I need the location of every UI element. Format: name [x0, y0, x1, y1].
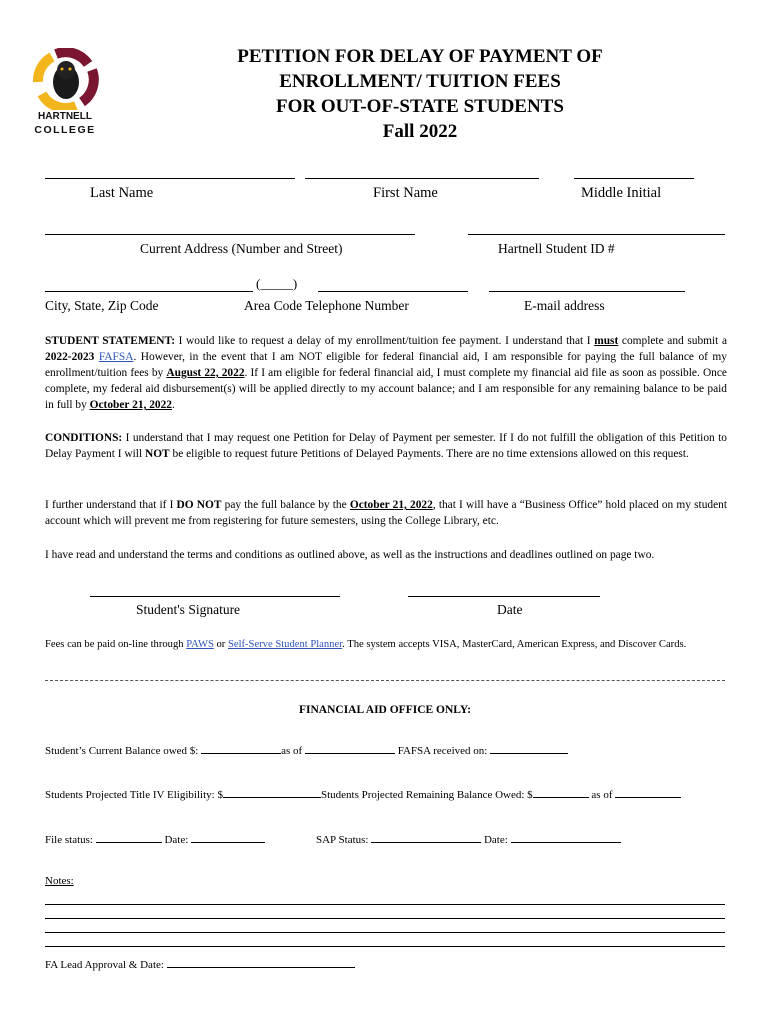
sap-row — [316, 832, 621, 846]
paws-link[interactable]: PAWS — [186, 639, 214, 650]
email-field[interactable] — [489, 291, 685, 292]
title-line1: PETITION FOR DELAY OF PAYMENT OF — [237, 46, 603, 67]
further-text: I further understand that if I — [45, 499, 177, 511]
further-date: October 21, 2022 — [349, 499, 433, 511]
signature-label: Student's Signature — [136, 602, 241, 617]
balance-label: Student’s Current Balance owed $: — [45, 745, 199, 757]
statement-text: complete and submit a — [618, 335, 728, 347]
approval-field[interactable] — [167, 957, 355, 968]
cut-line-divider — [45, 680, 725, 681]
statement-year: 2022-2023 — [45, 351, 95, 363]
area-code-prefix: (_____) — [256, 276, 298, 291]
file-status-field[interactable] — [96, 832, 162, 843]
file-status-label: File status: — [45, 834, 93, 846]
further-text: pay the full balance by the — [221, 499, 350, 511]
notes-line[interactable] — [45, 918, 725, 919]
last-name-field[interactable] — [45, 178, 295, 179]
read-understand: I have read and understand the terms and conditions as outlined above, as well as the instructions and deadlines outlined on page two. — [45, 549, 655, 561]
logo-line2: COLLEGE — [34, 124, 96, 136]
first-name-field[interactable] — [305, 178, 539, 179]
city-label: City, State, Zip Code — [45, 298, 159, 313]
as-of-label-2: as of — [591, 789, 613, 801]
as-of-field[interactable] — [305, 743, 395, 754]
city-state-zip-field[interactable] — [45, 291, 253, 292]
conditions-text: be eligible to request future Petitions of Delayed Payments. There are no time extensions allowed on this request. — [169, 448, 689, 460]
remaining-balance-label: Students Projected Remaining Balance Owed: $ — [320, 789, 533, 801]
further-understanding — [45, 497, 727, 529]
fees-text: or — [213, 639, 228, 650]
sap-date-field[interactable] — [511, 832, 621, 843]
statement-date1: August 22, 2022 — [166, 367, 245, 379]
student-id-field[interactable] — [468, 234, 725, 235]
student-statement — [45, 333, 727, 413]
conditions — [45, 430, 727, 462]
title-iv-field[interactable] — [223, 787, 321, 798]
sap-label: SAP Status: — [316, 834, 369, 846]
statement-text: . However, in the event that I am NOT eligible for federal financial aid, I am responsible for paying the full balance of my enrollment/tuition fees by — [45, 351, 727, 379]
statement-heading: STUDENT STATEMENT: — [45, 335, 175, 347]
further-donot: DO NOT — [176, 499, 222, 511]
title-iv-label: Students Projected Title IV Eligibility: $ — [45, 789, 223, 801]
address-label: Current Address (Number and Street) — [140, 241, 343, 256]
balance-row — [45, 743, 568, 757]
as-of-label: as of — [281, 745, 303, 757]
fees-note — [45, 637, 727, 652]
notes-line[interactable] — [45, 904, 725, 905]
last-name-label: Last Name — [90, 185, 154, 201]
notes-label: Notes: — [45, 875, 74, 887]
remaining-balance-field[interactable] — [533, 787, 589, 798]
fafsa-received-field[interactable] — [490, 743, 568, 754]
signature-field[interactable] — [90, 596, 340, 597]
middle-initial-field[interactable] — [574, 178, 694, 179]
statement-text: I would like to request a delay of my enrollment/tuition fee payment. I understand that I — [175, 335, 595, 347]
conditions-not: NOT — [144, 448, 170, 460]
fafsa-link[interactable]: FAFSA — [98, 351, 134, 363]
title-line4: Fall 2022 — [382, 121, 458, 142]
statement-text: . — [172, 399, 175, 411]
file-status-row — [45, 832, 265, 846]
office-heading: FINANCIAL AID OFFICE ONLY: — [298, 704, 471, 716]
balance-field[interactable] — [201, 743, 281, 754]
fafsa-received-label: FAFSA received on: — [397, 745, 488, 757]
notes-line[interactable] — [45, 932, 725, 933]
file-date-field[interactable] — [191, 832, 265, 843]
sap-field[interactable] — [371, 832, 481, 843]
student-planner-link[interactable]: Self-Serve Student Planner — [227, 639, 343, 650]
as-of-field-2[interactable] — [615, 787, 681, 798]
phone-field[interactable] — [318, 291, 468, 292]
logo-line1: HARTNELL — [38, 111, 92, 122]
approval-row — [45, 957, 355, 971]
signature-date-field[interactable] — [408, 596, 600, 597]
signature-date-label: Date — [497, 602, 523, 617]
statement-date2: October 21, 2022 — [89, 399, 172, 411]
conditions-heading: CONDITIONS: — [45, 432, 123, 444]
panther-logo-icon — [30, 48, 100, 110]
document-title — [180, 44, 660, 144]
eligibility-row — [45, 787, 681, 801]
first-name-label: First Name — [373, 185, 438, 201]
conditions-text: I understand that I may request one Petition for Delay of Payment per semester. If I do not fulfill the obligation of this Petition to Delay Payment I will — [45, 432, 727, 460]
title-line3: FOR OUT-OF-STATE STUDENTS — [276, 96, 564, 117]
further-text: , that I will have a “Business Office” hold placed on my student account which will prevent me from registering for future semesters, using the College Library, etc. — [45, 499, 727, 527]
student-id-label: Hartnell Student ID # — [498, 241, 615, 256]
fees-text: Fees can be paid on-line through — [45, 639, 187, 650]
middle-initial-label: Middle Initial — [581, 185, 662, 201]
phone-label: Area Code Telephone Number — [244, 298, 409, 313]
file-date-label: Date: — [164, 834, 189, 846]
statement-text: . If I am eligible for federal financial aid, I must complete my financial aid file as soon as possible. Once complete, my federal aid disbursement(s) will be applied directly to my account balance; and I am responsible for any remaining balance to be paid in full by — [45, 367, 727, 411]
address-field[interactable] — [45, 234, 415, 235]
sap-date-label: Date: — [483, 834, 508, 846]
email-label: E-mail address — [524, 298, 605, 313]
statement-must: must — [594, 335, 619, 347]
fees-text: . The system accepts VISA, MasterCard, American Express, and Discover Cards. — [342, 639, 687, 650]
notes-line[interactable] — [45, 946, 725, 947]
title-line2: ENROLLMENT/ TUITION FEES — [279, 71, 561, 92]
hartnell-logo — [30, 48, 100, 138]
approval-label: FA Lead Approval & Date: — [45, 959, 164, 971]
